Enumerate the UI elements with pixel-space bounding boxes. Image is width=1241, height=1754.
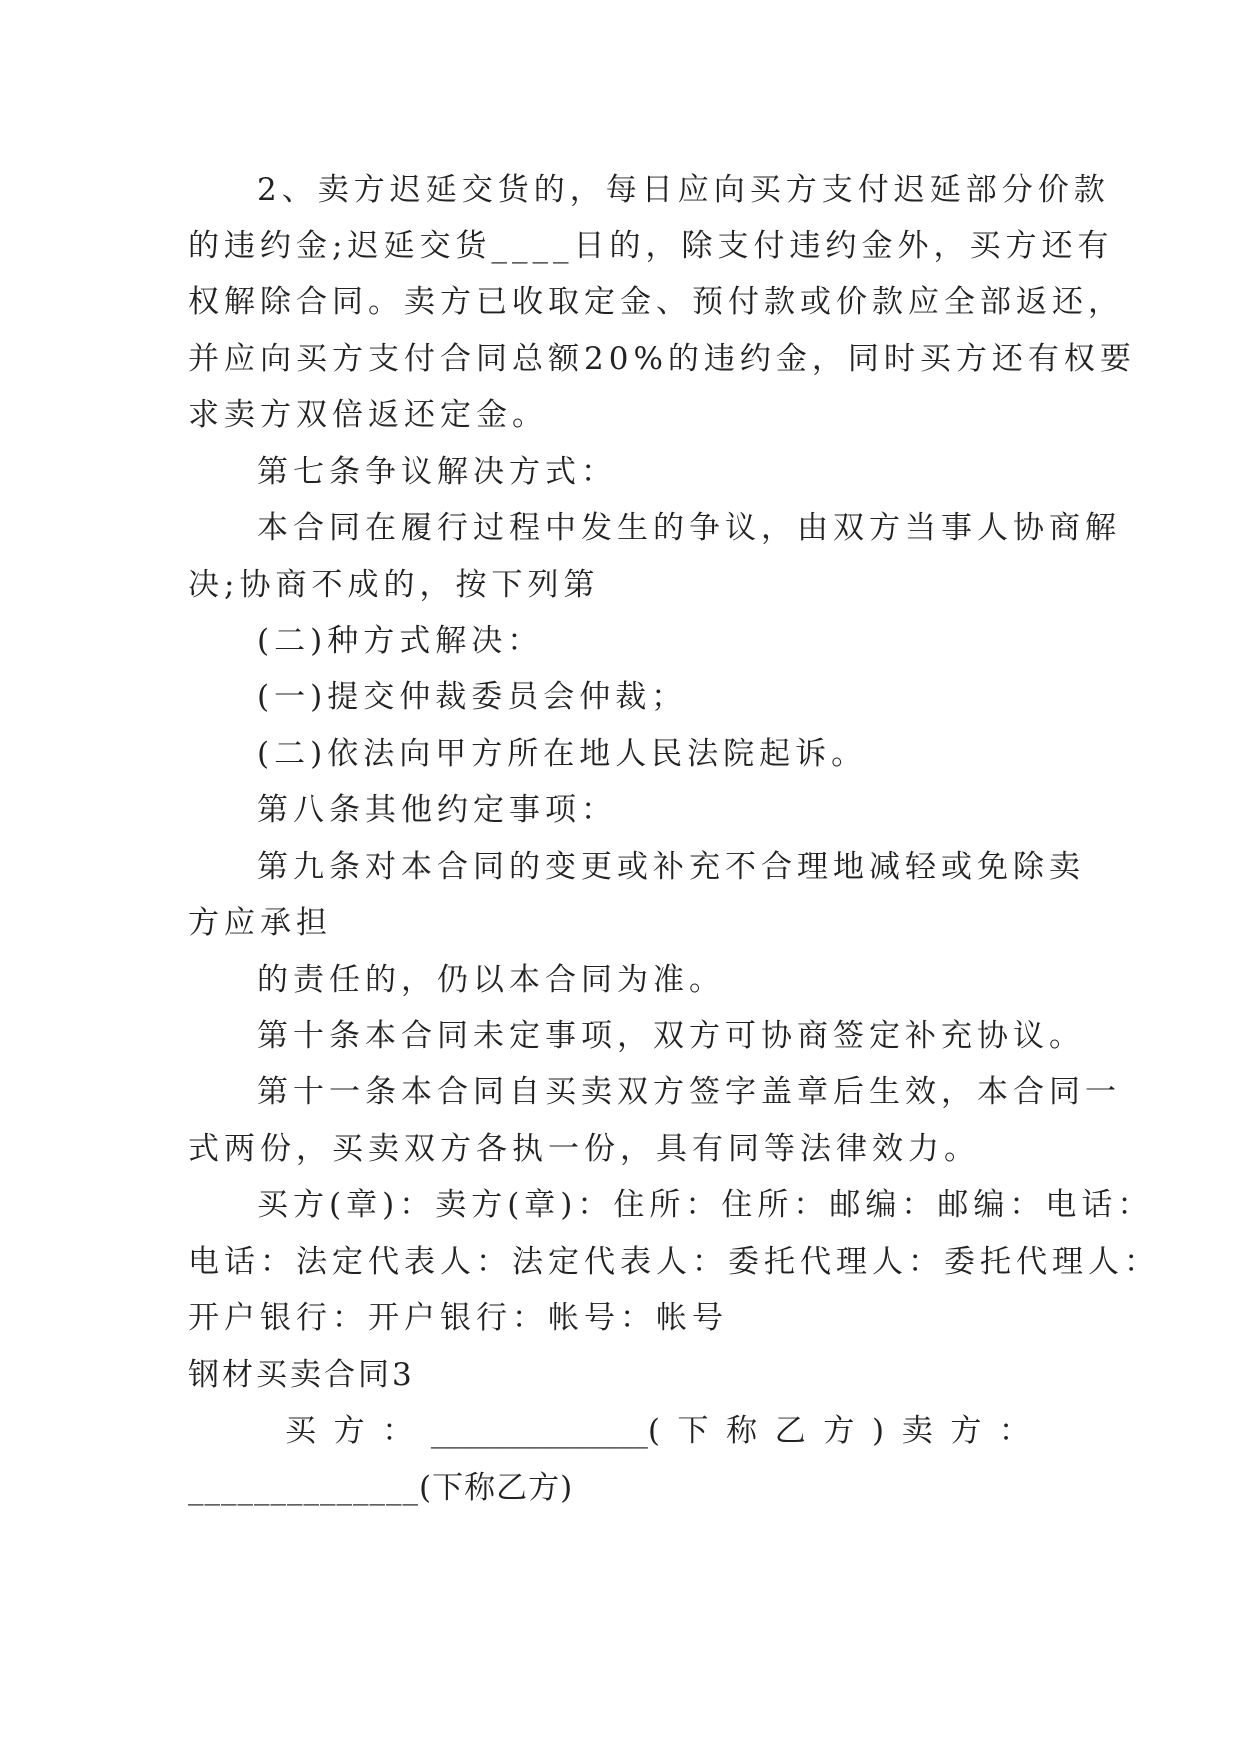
document-title: 钢材买卖合同3	[188, 1357, 415, 1393]
party-line-continued: ______________(下称乙方)	[188, 1470, 574, 1506]
signature-fields-line: 电话：法定代表人：法定代表人：委托代理人：委托代理人：	[188, 1244, 1160, 1280]
party-text: 卖	[901, 1413, 933, 1449]
section-heading: 第七条争议解决方式：	[257, 454, 617, 490]
party-text: 买	[285, 1413, 316, 1449]
party-text: 称	[726, 1413, 758, 1449]
paragraph-line: 权解除合同。卖方已收取定金、预付款或价款应全部返还，	[188, 284, 1124, 320]
paragraph-line: 并应向买方支付合同总额20%的违约金，同时买方还有权要	[188, 341, 1136, 377]
paragraph-line: 求卖方双倍返还定金。	[188, 397, 548, 433]
section-heading: 第八条其他约定事项：	[257, 792, 617, 828]
paragraph-line: 的责任的，仍以本合同为准。	[257, 962, 725, 998]
paragraph-line: 第九条对本合同的变更或补充不合理地减轻或免除卖	[257, 849, 1085, 885]
paragraph-line: 第十条本合同未定事项，双方可协商签定补充协议。	[257, 1018, 1085, 1054]
paragraph-line: (二)种方式解决：	[257, 623, 544, 659]
party-text: 方	[950, 1413, 982, 1449]
list-item: (二)依法向甲方所在地人民法院起诉。	[257, 736, 868, 772]
party-text: 下	[677, 1413, 709, 1449]
paragraph-line: 式两份，买卖双方各执一份，具有同等法律效力。	[188, 1131, 980, 1167]
party-text: 方	[823, 1413, 855, 1449]
paragraph-line: 本合同在履行过程中发生的争议，由双方当事人协商解	[257, 510, 1121, 546]
party-text: 方	[333, 1413, 365, 1449]
party-line	[285, 1411, 1030, 1451]
party-text: ：	[998, 1413, 1030, 1449]
signature-fields-line: 买方(章)：卖方(章)：住所：住所：邮编：邮编：电话：	[257, 1187, 1154, 1223]
party-text: )	[871, 1413, 885, 1449]
paragraph-line: 决;协商不成的，按下列第	[188, 567, 600, 603]
party-text: 乙	[774, 1413, 806, 1449]
paragraph-line: 的违约金;迟延交货____日的，除支付违约金外，买方还有	[188, 228, 1114, 264]
signature-fields-line: 开户银行：开户银行：帐号：帐号	[188, 1300, 728, 1336]
list-item: (一)提交仲裁委员会仲裁；	[257, 679, 688, 715]
party-text: ：	[382, 1413, 414, 1449]
paragraph-line: 第十一条本合同自买卖双方签字盖章后生效，本合同一	[257, 1074, 1121, 1110]
party-blank: ______________(	[430, 1413, 660, 1449]
paragraph-line: 2、卖方迟延交货的，每日应向买方支付迟延部分价款	[257, 172, 1110, 208]
paragraph-line: 方应承担	[188, 905, 332, 941]
